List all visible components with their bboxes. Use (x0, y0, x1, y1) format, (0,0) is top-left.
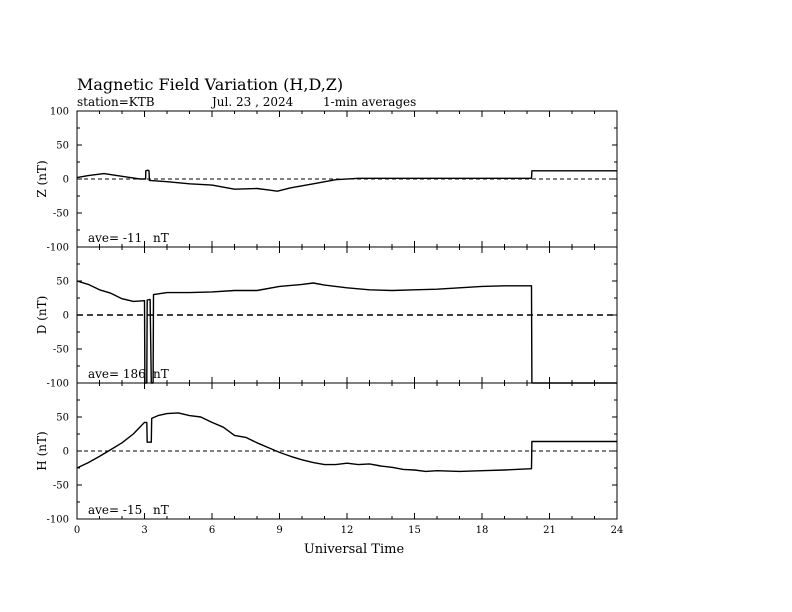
y-axis-label-h: H (nT) (35, 431, 49, 471)
plot-area (35, 107, 623, 537)
y-tick-label-h-2: 0 (62, 446, 69, 458)
y-tick-label-d-1: 50 (56, 276, 69, 288)
ave-label-d: ave= 186 (88, 367, 146, 381)
x-tick-label-2: 6 (208, 525, 216, 536)
ave-label-h: ave= -15 (88, 503, 143, 517)
y-tick-label-z-0: 100 (49, 106, 69, 118)
x-tick-label-8: 24 (610, 525, 624, 536)
y-tick-label-h-4: -100 (46, 514, 69, 526)
ave-label-z: ave= -11 (88, 231, 143, 245)
y-tick-label-d-3: -50 (52, 344, 69, 356)
chart-title: Magnetic Field Variation (H,D,Z) (77, 75, 344, 94)
y-tick-label-d-2: 0 (62, 310, 69, 322)
y-tick-label-h-3: -50 (52, 480, 69, 492)
x-tick-label-5: 15 (408, 525, 421, 536)
series-line-h (77, 413, 617, 472)
x-tick-label-3: 9 (276, 525, 283, 536)
y-axis-label-z: Z (nT) (35, 160, 49, 198)
x-tick-label-7: 21 (543, 525, 556, 536)
ave-unit-h: nT (153, 503, 169, 517)
x-tick-label-4: 12 (340, 525, 354, 536)
y-tick-label-z-1: 50 (56, 140, 69, 152)
series-line-z (77, 170, 617, 191)
y-axis-label-d: D (nT) (35, 295, 49, 335)
date-label: Jul. 23 , 2024 (212, 95, 294, 109)
x-tick-label-0: 0 (73, 525, 81, 536)
station-label: station=KTB (77, 95, 155, 109)
y-tick-label-h-1: 50 (56, 412, 69, 424)
y-tick-label-z-4: -100 (46, 242, 69, 254)
y-tick-label-z-3: -50 (52, 208, 69, 220)
x-tick-label-1: 3 (141, 525, 148, 536)
ave-unit-z: nT (153, 231, 169, 245)
y-tick-label-d-4: -100 (46, 378, 69, 390)
x-tick-label-6: 18 (475, 525, 489, 536)
y-tick-label-z-2: 0 (62, 174, 69, 186)
ave-unit-d: nT (153, 367, 169, 381)
averaging-label: 1-min averages (323, 95, 417, 109)
x-axis-label: Universal Time (303, 542, 405, 557)
